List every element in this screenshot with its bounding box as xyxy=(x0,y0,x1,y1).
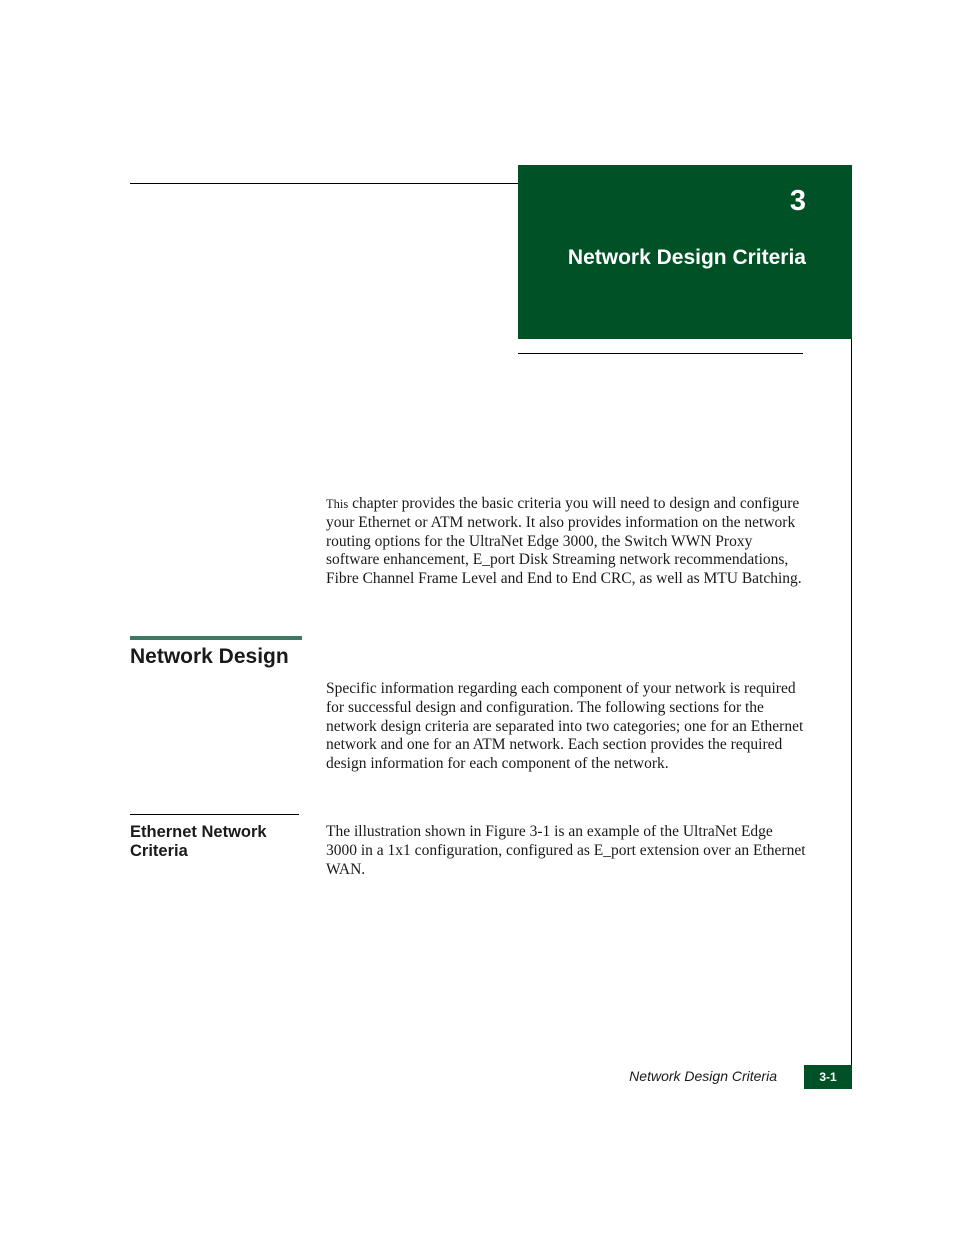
section-paragraph: Specific information regarding each component of your network is required for successful design and configuration. The following sections for the network design criteria are separated into two categories; one for an Ethernet network and one for an ATM network. Each section provides the required design information for each component of the network. xyxy=(326,680,804,773)
chapter-title-block xyxy=(518,165,852,339)
page-number-tab xyxy=(804,1065,852,1089)
section-heading-rule xyxy=(130,636,302,640)
chapter-title-underline xyxy=(518,353,803,354)
subsection-heading: Ethernet Network Criteria xyxy=(130,823,267,860)
footer-running-title: Network Design Criteria xyxy=(629,1068,777,1084)
page-margin-rule xyxy=(851,339,852,1066)
chapter-number: 3 xyxy=(789,185,806,217)
subsection-paragraph: The illustration shown in Figure 3-1 is an example of the UltraNet Edge 3000 in a 1x1 configuration, configured as E_port extension over an Ethernet WAN. xyxy=(326,823,806,878)
intro-text: chapter provides the basic criteria you will need to design and configure your Ethernet or ATM network. It also provides information on the network routing options for the UltraNet Edge 3000, the Switch WWN Proxy software enhancement, E_port Disk Streaming network recommendations, Fibre Channel Frame Level and End to End CRC, as well as MTU Batching. xyxy=(326,495,802,588)
section-heading: Network Design xyxy=(130,645,289,668)
chapter-title: Network Design Criteria xyxy=(567,246,806,269)
intro-first-word: This xyxy=(326,497,349,511)
page-number: 3-1 xyxy=(819,1070,837,1084)
chapter-intro-paragraph xyxy=(326,495,806,589)
subsection-heading-rule xyxy=(130,814,299,815)
